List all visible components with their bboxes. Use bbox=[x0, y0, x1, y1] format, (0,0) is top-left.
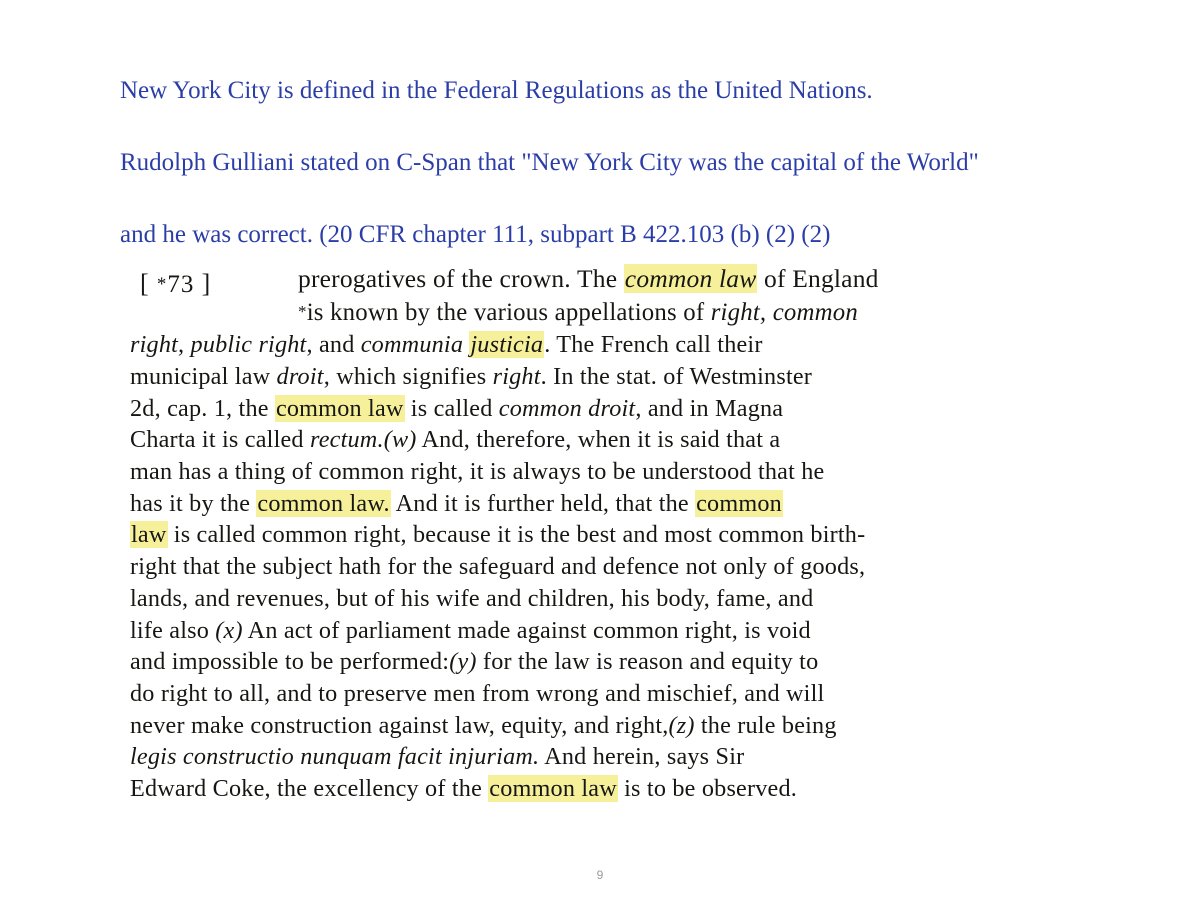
scan-line-13 bbox=[130, 646, 1085, 678]
scan-line-8 bbox=[130, 488, 1085, 520]
scan-line-9 bbox=[130, 519, 1085, 551]
scan-line-1-text bbox=[298, 262, 879, 295]
line3-text-d: . The French call their bbox=[544, 331, 763, 359]
scan-line-3 bbox=[130, 329, 1085, 361]
line3-italic-c: communia bbox=[360, 331, 470, 359]
intro-line-1: New York City is defined in the Federal Regulations as the United Nations. bbox=[120, 77, 873, 104]
scanned-book-page bbox=[130, 262, 1085, 822]
line2-text: is known by the various appellations of bbox=[306, 298, 711, 326]
line15-note: (z) bbox=[668, 711, 695, 739]
folio-star: * bbox=[156, 274, 168, 295]
scan-line-16 bbox=[130, 741, 1085, 773]
scan-line-6 bbox=[130, 424, 1085, 456]
scan-line-15 bbox=[130, 710, 1085, 742]
scan-line-17 bbox=[130, 773, 1085, 805]
line6-italic: rectum. bbox=[309, 426, 384, 454]
folio-open-bracket: [ bbox=[140, 269, 150, 298]
scan-line-14: do right to all, and to preserve men from wrong and mischief, and will bbox=[130, 679, 825, 707]
folio-close-bracket: ] bbox=[201, 269, 212, 298]
line8-text-a: has it by the bbox=[130, 489, 257, 517]
folio-marker bbox=[130, 267, 298, 302]
line1-text-a: prerogatives of the crown. The bbox=[298, 264, 624, 293]
scan-line-11: lands, and revenues, but of his wife and children, his body, fame, and bbox=[130, 584, 814, 612]
scan-line-5 bbox=[130, 393, 1085, 425]
line17-text-b: is to be observed. bbox=[617, 775, 798, 803]
line5-text-c: , and in Magna bbox=[635, 394, 784, 422]
line8-highlight-common-law: common law. bbox=[257, 489, 390, 517]
line15-text-b: the rule being bbox=[694, 711, 837, 739]
line16-italic: legis constructio nunquam facit injuriam. bbox=[130, 743, 540, 771]
line13-note: (y) bbox=[449, 648, 477, 676]
line2-star: * bbox=[298, 301, 307, 321]
page-number: 9 bbox=[596, 868, 604, 882]
line4-italic-2: right bbox=[492, 362, 541, 390]
line4-text-a: municipal law bbox=[130, 362, 277, 390]
line9-text: is called common right, because it is the best and most common birth- bbox=[167, 521, 866, 549]
scan-line-7: man has a thing of common right, it is always to be understood that he bbox=[130, 458, 825, 486]
scan-line-10: right that the subject hath for the safeguard and defence not only of goods, bbox=[130, 553, 866, 581]
scan-line-1 bbox=[130, 262, 1085, 297]
line5-text-b: is called bbox=[404, 394, 499, 422]
scan-line-4 bbox=[130, 361, 1085, 393]
line6-text-a: Charta it is called bbox=[130, 426, 310, 454]
line1-text-b: of England bbox=[757, 264, 879, 293]
line6-note: (w) bbox=[383, 426, 417, 454]
line12-note: (x) bbox=[215, 616, 243, 644]
line5-highlight-common-law: common law bbox=[275, 394, 404, 422]
scan-line-12 bbox=[130, 615, 1085, 647]
line5-text-a: 2d, cap. 1, the bbox=[130, 394, 275, 422]
intro-text-block bbox=[120, 78, 1100, 247]
line13-text-a: and impossible to be performed: bbox=[130, 648, 450, 676]
line9-highlight-law: law bbox=[131, 521, 167, 549]
folio-number: 73 bbox=[167, 271, 195, 298]
intro-line-2: Rudolph Gulliani stated on C-Span that "New York City was the capital of the World" bbox=[120, 149, 979, 176]
line12-text-b: An act of parliament made against common right, is void bbox=[242, 616, 811, 644]
line8-text-b: And it is further held, that the bbox=[390, 489, 696, 517]
line17-highlight-common-law: common law bbox=[489, 775, 617, 803]
line13-text-b: for the law is reason and equity to bbox=[476, 648, 819, 676]
line4-italic-1: droit bbox=[276, 362, 324, 390]
line16-text-b: And herein, says Sir bbox=[539, 743, 745, 771]
line17-text-a: Edward Coke, the excellency of the bbox=[130, 775, 489, 803]
line8-highlight-common: common bbox=[696, 489, 782, 517]
line5-italic: common droit bbox=[498, 394, 636, 422]
intro-line-3: and he was correct. (20 CFR chapter 111, subpart B 422.103 (b) (2) (2) bbox=[120, 221, 831, 248]
line3-text-b: , and bbox=[306, 331, 361, 359]
line4-text-c: . In the stat. of Westminster bbox=[540, 362, 813, 390]
line6-text-b: And, therefore, when it is said that a bbox=[416, 426, 781, 454]
line3-italic-a: right, public right bbox=[130, 331, 307, 359]
line1-highlight-common-law: common law bbox=[624, 264, 757, 293]
line2-italic: right, common bbox=[710, 298, 858, 326]
line4-text-b: , which signifies bbox=[323, 362, 493, 390]
line15-text-a: never make construction against law, equity, and right, bbox=[130, 711, 669, 739]
line12-text-a: life also bbox=[130, 616, 216, 644]
line3-highlight-justicia: justicia bbox=[470, 331, 544, 359]
